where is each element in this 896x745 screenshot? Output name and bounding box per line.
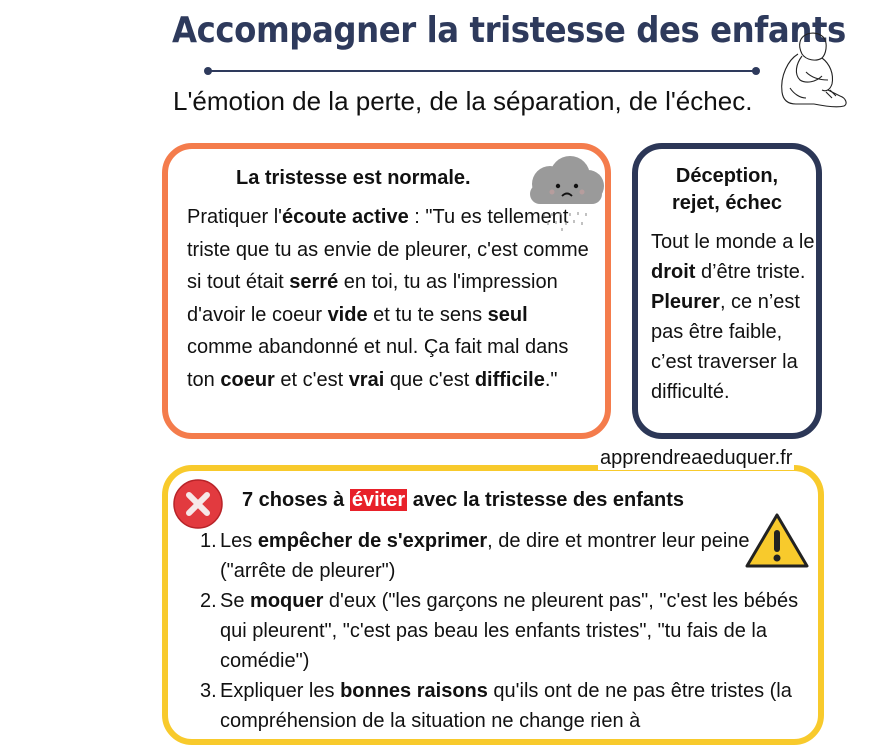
- card-title: [638, 163, 816, 217]
- card-title-line1: Déception,: [675, 165, 779, 187]
- text-segment-bold: empêcher de s'exprimer: [257, 530, 488, 552]
- list-number: 2.: [200, 590, 217, 612]
- text-segment-bold: coeur: [220, 368, 275, 391]
- text-segment-bold: difficile: [474, 368, 545, 391]
- red-x-circle-icon: [172, 478, 224, 530]
- text-segment: , ce n’est pas être faible, c’est traverser la difficulté.: [651, 291, 800, 403]
- divider-dot-left: [204, 67, 212, 75]
- list-item: [200, 676, 800, 736]
- text-segment: Tout le monde a le: [651, 231, 815, 253]
- divider-dot-right: [752, 67, 760, 75]
- list-number: 3.: [200, 680, 217, 702]
- text-segment: et c'est: [274, 368, 349, 391]
- things-to-avoid-list: [200, 526, 800, 736]
- card-title: [242, 489, 684, 512]
- sad-child-hugging-knees-icon: [770, 28, 854, 114]
- title-part: 7 choses à: [242, 489, 350, 511]
- text-segment: Se: [220, 590, 251, 612]
- text-segment-bold: moquer: [250, 590, 324, 612]
- text-segment-bold: seul: [487, 303, 528, 326]
- page-title: Accompagner la tristesse des enfants: [172, 10, 846, 51]
- text-segment: d'eux ("les garçons ne pleurent pas", "c'est les bébés qui pleurent", "c'est pas beau les enfants tristes", "tu fais de la comédie"): [220, 590, 799, 672]
- text-segment-bold: vrai: [348, 368, 385, 391]
- text-segment: d’être triste.: [695, 261, 806, 283]
- text-segment-bold: bonnes raisons: [340, 680, 488, 702]
- text-segment: Pratiquer l': [187, 206, 282, 228]
- card-title-line2: rejet, échec: [671, 192, 783, 214]
- card-title: La tristesse est normale.: [236, 167, 471, 189]
- text-segment: Les: [220, 530, 258, 552]
- text-segment: , de dire et montrer leur peine ("arrête de pleurer"): [220, 530, 750, 582]
- text-segment-bold: Pleurer: [651, 291, 720, 313]
- text-segment-bold: serré: [289, 271, 339, 293]
- title-part: avec la tristesse des enfants: [407, 489, 685, 511]
- right-to-cry-text: [651, 227, 821, 407]
- text-segment: en toi, tu as l'impression d'avoir le coeur: [187, 271, 558, 326]
- list-item: [200, 526, 800, 586]
- website-link[interactable]: apprendreaeduquer.fr: [600, 447, 793, 469]
- highlighted-word: éviter: [351, 489, 406, 511]
- sad-rain-cloud-icon: [520, 150, 610, 240]
- list-item: [200, 586, 800, 676]
- text-segment: et tu te sens: [367, 303, 488, 326]
- text-segment: Expliquer les: [220, 680, 341, 702]
- text-segment: comme abandonné et nul. Ça fait mal dans ton: [187, 336, 569, 391]
- text-segment: que c'est: [384, 368, 475, 391]
- text-segment: qu'ils ont de ne pas être tristes (la compréhension de la situation ne change rien à: [220, 680, 792, 732]
- text-segment: : "Tu es tellement triste que tu as envie de pleurer, c'est comme si tout était: [187, 206, 589, 293]
- text-segment-bold: droit: [651, 261, 696, 283]
- text-segment-bold: écoute active: [281, 206, 409, 228]
- page-subtitle: L'émotion de la perte, de la séparation, de l'échec.: [173, 86, 753, 116]
- text-segment: .": [544, 368, 558, 391]
- text-segment-bold: vide: [327, 303, 368, 326]
- list-number: 1.: [200, 530, 217, 552]
- title-divider: [208, 70, 756, 72]
- disappointment-card: [632, 143, 822, 439]
